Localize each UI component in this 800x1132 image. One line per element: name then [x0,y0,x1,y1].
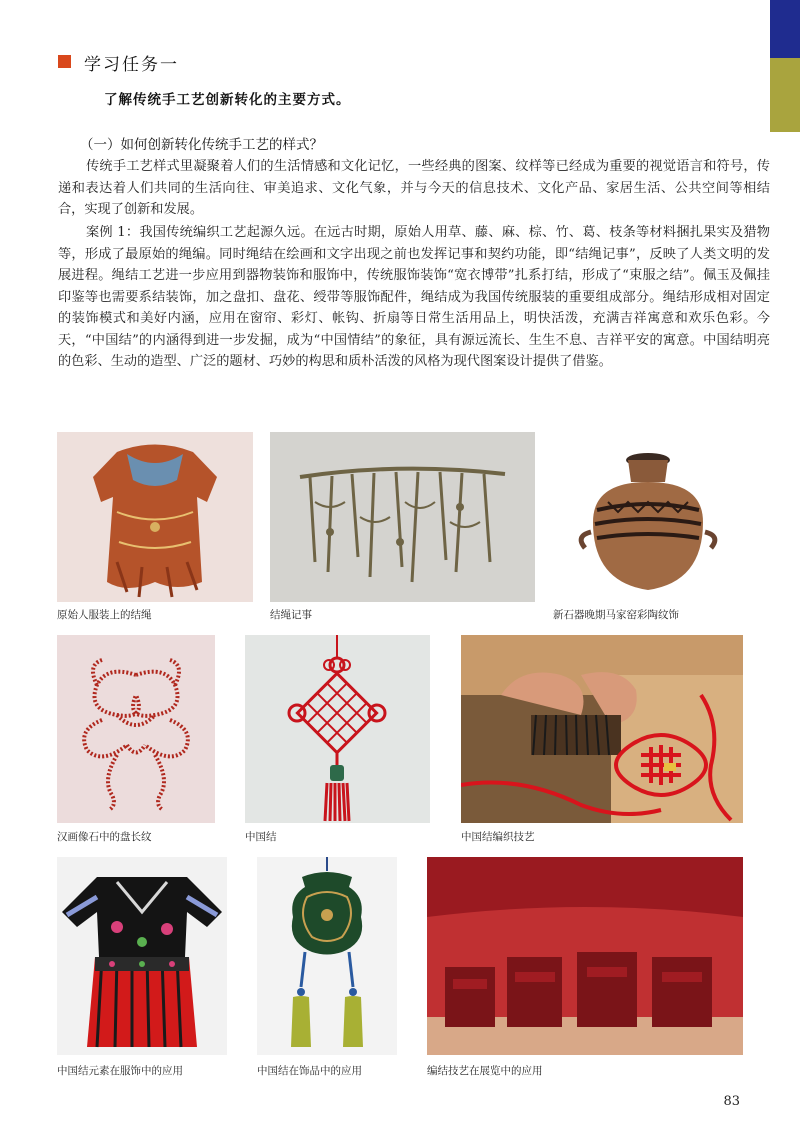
page-number: 83 [723,1094,740,1109]
figure-caption: 中国结 [245,831,277,843]
figure-primitive-garment [57,432,253,602]
figure-knot-exhibition [427,857,743,1055]
figure-knot-clothing [57,857,227,1055]
figure-panchang-pattern [57,635,215,823]
figure-chinese-knot [245,635,430,823]
intro-paragraph: 传统手工艺样式里凝聚着人们的生活情感和文化记忆，一些经典的图案、纹样等已经成为重要的视觉语言和符号，传递和表达着人们共同的生活向往、审美追求、文化气象，并与今天的信息技术、文化产品、家居生活、公共空间等相结合，实现了创新和发展。 [58,159,770,217]
corner-tab-olive [770,58,800,132]
subsection-heading: （一）如何创新转化传统手工艺的样式？ [80,137,323,153]
figure-painted-pottery [553,432,743,602]
figure-caption: 新石器晚期马家窑彩陶纹饰 [553,609,679,621]
figure-caption: 编结技艺在展览中的应用 [427,1065,543,1077]
figure-caption: 结绳记事 [270,609,312,621]
figure-caption: 中国结元素在服饰中的应用 [57,1065,183,1077]
case-paragraph: 案例 1：我国传统编织工艺起源久远。在远古时期，原始人用草、藤、麻、棕、竹、葛、枝条等材料捆扎果实及猎物等，形成了最原始的绳编。同时绳结在绘画和文字出现之前也发挥记事和契约功能，即“结绳记事”，反映了人类文明的发展进程。绳结工艺进一步应用到器物装饰和服饰中，传统服饰装饰“宽衣博带”扎系打结，形成了“束服之结”。佩玉及佩挂印鉴等也需要系结装饰，加之盘扣、盘花、绶带等服饰配件，绳结成为我国传统服装的重要组成部分。绳结形成相对固定的装饰模式和美好内涵，应用在窗帘、彩灯、帐钩、折扇等日常生活用品上，明快活泼，充满吉祥寓意和欢乐色彩。今天，“中国结”的内涵得到进一步发掘，成为“中国情结”的象征，具有源远流长、生生不息、吉祥平安的寓意。中国结明亮的色彩、生动的造型、广泛的题材、巧妙的构思和质朴活泼的风格为现代图案设计提供了借鉴。 [58,225,770,369]
figure-knot-ornament [257,857,397,1055]
figure-caption: 原始人服装上的结绳 [57,609,152,621]
figure-knot-records [270,432,535,602]
task-goal: 了解传统手工艺创新转化的主要方式。 [104,92,351,108]
section-marker-icon [58,55,71,68]
section-title: 学习任务一 [84,55,179,75]
figure-knot-weaving-craft [461,635,743,823]
figure-caption: 汉画像石中的盘长纹 [57,831,152,843]
corner-tab-blue [770,0,800,58]
figure-caption: 中国结在饰品中的应用 [257,1065,362,1077]
figure-caption: 中国结编织技艺 [461,831,535,843]
